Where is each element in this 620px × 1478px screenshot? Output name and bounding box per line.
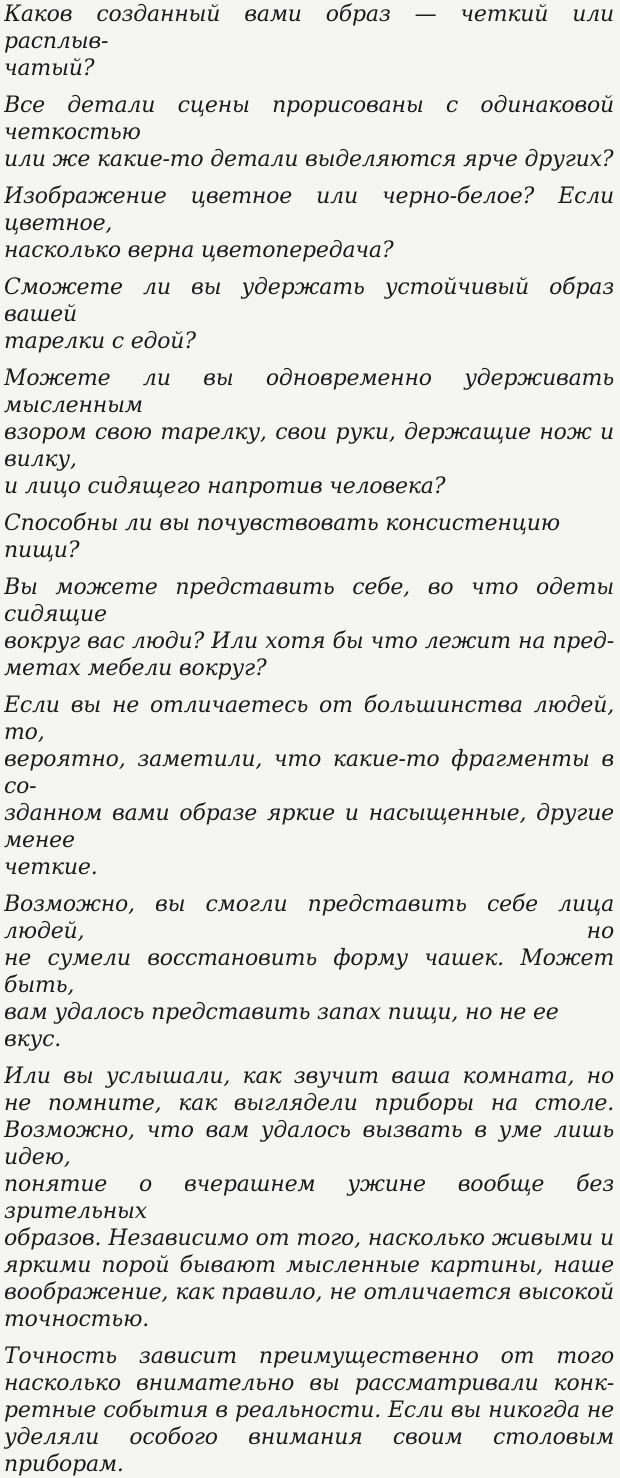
text-line: точностью. <box>4 1307 150 1332</box>
text-line: вероятно, заметили, что какие-то фрагменты в со- <box>4 747 614 799</box>
text-line: понятие о вчерашнем ужине вообще без зрительных <box>4 1172 614 1224</box>
text-line: Возможно, что вам удалось вызвать в уме лишь идею, <box>4 1118 614 1170</box>
text-line: или же какие-то детали выделяются ярче других? <box>4 147 614 172</box>
text-line: четкие. <box>4 855 98 880</box>
paragraph <box>4 1063 614 1333</box>
text-line: чатый? <box>4 56 95 81</box>
text-line: вам удалось представить запах пищи, но не ее вкус. <box>4 1000 559 1052</box>
text-line: не сумели восстановить форму чашек. Может быть, <box>4 946 614 998</box>
text-line: Можете ли вы одновременно удерживать мысленным <box>4 366 614 418</box>
paragraph <box>4 692 614 881</box>
paragraph <box>4 510 614 564</box>
text-line: взором свою тарелку, свои руки, держащие нож и вилку, <box>4 420 614 472</box>
text-line: Вы можете представить себе, во что одеты сидящие <box>4 575 614 627</box>
paragraph <box>4 274 614 355</box>
text-line: тарелки с едой? <box>4 329 196 354</box>
text-line: Способны ли вы почувствовать консистенцию пищи? <box>4 511 560 563</box>
paragraph <box>4 1343 614 1478</box>
text-line: не помните, как выглядели приборы на столе. <box>4 1091 614 1116</box>
paragraph <box>4 1 614 82</box>
text-line: насколько верна цветопередача? <box>4 238 394 263</box>
text-line: Все детали сцены прорисованы с одинаковой четкостью <box>4 93 614 145</box>
text-line: насколько внимательно вы рассматривали конк- <box>4 1371 614 1396</box>
text-line: уделяли особого внимания своим столовым приборам. <box>4 1425 614 1477</box>
paragraph <box>4 891 614 1053</box>
text-line: и лицо сидящего напротив человека? <box>4 474 446 499</box>
text-line: Возможно, вы смогли представить себе лица людей, но <box>4 892 614 944</box>
paragraph <box>4 183 614 264</box>
text-line: Изображение цветное или черно-белое? Если цветное, <box>4 184 614 236</box>
text-line: яркими порой бывают мысленные картины, наше <box>4 1253 614 1278</box>
text-line: метах мебели вокруг? <box>4 656 267 681</box>
paragraph <box>4 574 614 682</box>
text-line: воображение, как правило, не отличается высокой <box>4 1280 614 1305</box>
text-line: зданном вами образе яркие и насыщенные, другие менее <box>4 801 614 853</box>
paragraph <box>4 365 614 500</box>
text-line: Сможете ли вы удержать устойчивый образ вашей <box>4 275 614 327</box>
text-line: ретные события в реальности. Если вы никогда не <box>4 1398 614 1423</box>
text-line: образов. Независимо от того, насколько живыми и <box>4 1226 614 1251</box>
text-line: вокруг вас люди? Или хотя бы что лежит на пред- <box>4 629 614 654</box>
text-line: Или вы услышали, как звучит ваша комната, но <box>4 1064 614 1089</box>
text-line: Если вы не отличаетесь от большинства людей, то, <box>4 693 614 745</box>
text-line: Точность зависит преимущественно от того <box>4 1344 614 1369</box>
page-text <box>4 1 614 1478</box>
paragraph <box>4 92 614 173</box>
text-line: Каков созданный вами образ — четкий или расплыв- <box>4 2 614 54</box>
